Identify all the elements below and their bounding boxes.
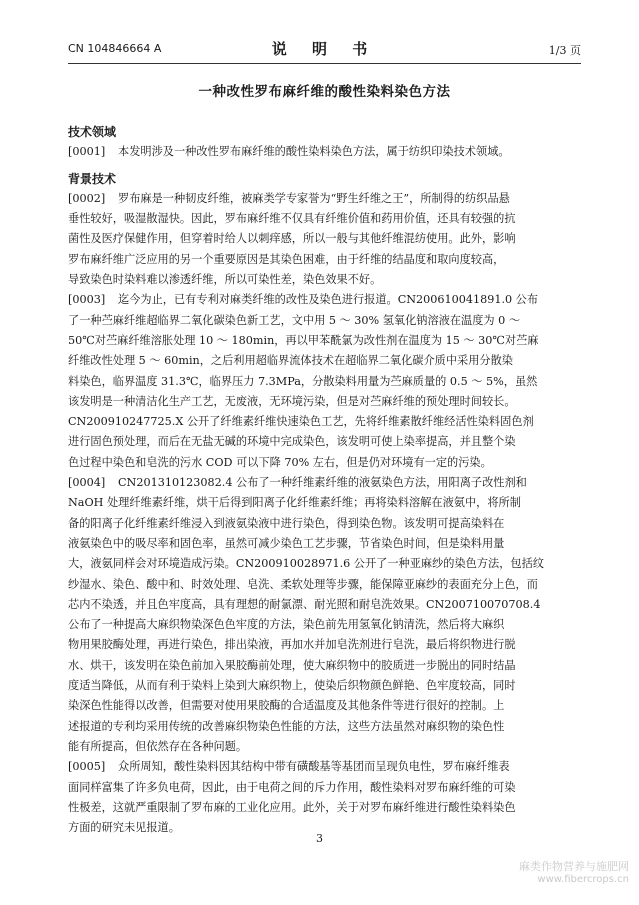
paragraph-text: 迄今为止，已有专利对麻类纤维的改性及染色进行报道。CN200610041891.0 公布 [118, 293, 539, 307]
header-rule [68, 63, 581, 64]
paragraph-text: 该发明是一种清洁化生产工艺，无废液，无环境污染，但是对苎麻纤维的预处理时间较长。 [68, 394, 516, 408]
patent-number: CN 104846664 A [68, 42, 162, 55]
paragraph-number: [0004] [68, 476, 106, 490]
paragraph-number: [0002] [68, 191, 106, 205]
paragraph-line [68, 331, 580, 351]
paragraph-first-line [68, 290, 580, 310]
paragraph-text: 50℃对苎麻纤维溶胀处理 10 ～ 180min，再以甲苯酰氯为改性剂在温度为 15 ～ 30℃对苎麻 [68, 333, 539, 347]
paragraph-text: 罗布麻纤维广泛应用的另一个重要原因是其染色困难，由于纤维的结晶度和取向度较高， [68, 252, 505, 266]
paragraph-text: 面同样富集了许多负电荷，因此，由于电荷之间的斥力作用，酸性染料对罗布麻纤维的可染 [68, 780, 516, 794]
paragraph-line [68, 554, 580, 574]
paragraph-line [68, 270, 580, 290]
paragraph-text: 大，液氨同样会对环境造成污染。CN200910028971.6 公开了一种亚麻纱的染色方法，包括纹 [68, 557, 544, 571]
paragraph-text: 纤维改性处理 5 ～ 60min，之后利用超临界流体技术在超临界二氧化碳介质中采用分散染 [68, 354, 513, 368]
paragraph-text: 芯内不染透，并且色牢度高，具有理想的耐氯漂、耐光照和耐皂洗效果。CN200710070708.4 [68, 597, 541, 611]
paragraph-line [68, 209, 580, 229]
paragraph-line [68, 615, 580, 635]
paragraph-text: 性极差，这就严重限制了罗布麻的工业化应用。此外，关于对罗布麻纤维进行酸性染料染色 [68, 800, 516, 814]
paragraph-line [68, 534, 580, 554]
paragraph-line [68, 575, 580, 595]
paragraph-line [68, 453, 580, 473]
paragraph-line [68, 351, 580, 371]
paragraph-line [68, 412, 580, 432]
paragraph-text: 色过程中染色和皂洗的污水 COD 可以下降 70% 左右，但是仍对环境有一定的污染。 [68, 455, 492, 469]
paragraph-text: 度适当降低，从而有利于染料上染到大麻织物上，使染后织物颜色鲜艳、色牢度较高，同时 [68, 679, 516, 693]
paragraph-text: NaOH 处理纤维素纤维，烘干后得到阳离子化纤维素纤维；再将染料溶解在液氨中，将所制 [68, 496, 521, 510]
paragraph-first-line [68, 757, 580, 777]
paragraph-first-line [68, 142, 580, 162]
paragraph-line [68, 493, 580, 513]
paragraph-text: 垂性较好，吸湿散湿快。因此，罗布麻纤维不仅具有纤维价值和药用价值，还具有较强的抗 [68, 212, 516, 226]
paragraph-text: 水、烘干，该发明在染色前加入果胶酶前处理，使大麻织物中的胶质进一步脱出的同时结晶 [68, 658, 516, 672]
paragraph-text: 了一种苎麻纤维超临界二氧化碳染色新工艺，文中用 5 ～ 30% 氢氧化钠溶液在温度为 0 ～ [68, 313, 521, 327]
paragraph-line [68, 514, 580, 534]
paragraph-line [68, 717, 580, 737]
paragraph-line [68, 696, 580, 716]
paragraph-line [68, 595, 580, 615]
paragraph-line [68, 778, 580, 798]
document-title: 一种改性罗布麻纤维的酸性染料染色方法 [198, 84, 451, 100]
paragraph-line [68, 676, 580, 696]
paragraph-text: 备的阳离子化纤维素纤维浸入到液氨染液中进行染色，得到染色物。该发明可提高染料在 [68, 516, 505, 530]
paragraph-text: 方面的研究未见报道。 [68, 821, 180, 835]
paragraph-first-line [68, 189, 580, 209]
watermark [519, 858, 629, 885]
watermark-url: www.fibercrops.cn [537, 874, 629, 885]
paragraph-text: CN200910247725.X 公开了纤维素纤维快速染色工艺，先将纤维素散纤维经活性染料固色剂 [68, 415, 534, 429]
paragraph-text: CN201310123082.4 公布了一种纤维素纤维的液氨染色方法，用阳离子改性剂和 [118, 476, 527, 490]
paragraph-text: 进行固色预处理，而后在无盐无碱的环境中完成染色，该发明可使上染率提高，并且整个染 [68, 435, 516, 449]
paragraph-text: 本发明涉及一种改性罗布麻纤维的酸性染料染色方法，属于纺织印染技术领域。 [118, 145, 510, 159]
page-header [68, 38, 581, 58]
watermark-text: 麻类作物营养与施肥网 [519, 860, 629, 873]
document-body [68, 122, 580, 838]
paragraph-line [68, 656, 580, 676]
paragraph-line [68, 229, 580, 249]
paragraph-first-line [68, 473, 580, 493]
paragraph-line [68, 392, 580, 412]
paragraph-line [68, 798, 580, 818]
page-info: 1/3 页 [548, 44, 581, 57]
page-number: 3 [316, 832, 323, 845]
paragraph-text: 公布了一种提高大麻织物染深色色牢度的方法，染色前先用氢氧化钠清洗，然后将大麻织 [68, 618, 505, 632]
paragraph-text: 菌性及医疗保健作用，但穿着时给人以刺痒感，所以一般与其他纤维混纺使用。此外，影响 [68, 232, 516, 246]
paragraph-text: 纱湿水、染色、酸中和、时效处理、皂洗、柔软处理等步骤，能保障亚麻纱的表面充分上色，而 [68, 577, 538, 591]
paragraph-line [68, 737, 580, 757]
paragraph-text: 罗布麻是一种韧皮纤维，被麻类学专家誉为“野生纤维之王”，所制得的纺织品悬 [118, 191, 510, 205]
paragraph-text: 物用果胶酶处理，再进行染色，排出染液，再加水并加皂洗剂进行皂洗，最后将织物进行脱 [68, 638, 516, 652]
paragraph-number: [0003] [68, 293, 106, 307]
paragraph-text: 众所周知，酸性染料因其结构中带有磺酸基等基团而呈现负电性，罗布麻纤维表 [118, 760, 510, 774]
paragraph-text: 能有所提高，但依然存在各种问题。 [68, 739, 248, 753]
paragraph-line [68, 372, 580, 392]
paragraph-number: [0005] [68, 760, 106, 774]
paragraph-number: [0001] [68, 145, 106, 159]
document-type: 说 明 书 [271, 40, 378, 58]
paragraph-text: 述报道的专利均采用传统的改善麻织物染色性能的方法，这些方法虽然对麻织物的染色性 [68, 719, 505, 733]
section-heading: 背景技术 [68, 171, 117, 186]
section-heading: 技术领域 [68, 125, 117, 139]
paragraph-line [68, 635, 580, 655]
paragraph-line [68, 250, 580, 270]
paragraph-line [68, 432, 580, 452]
paragraph-text: 液氨染色中的吸尽率和固色率，虽然可减少染色工艺步骤，节省染色时间，但是染料用量 [68, 536, 505, 550]
paragraph-text: 染深色性能得以改善，但需要对使用果胶酶的合适温度及其他条件等进行很好的控制。上 [68, 699, 505, 713]
paragraph-line [68, 311, 580, 331]
paragraph-text: 导致染色时染料难以渗透纤维，所以可染性差，染色效果不好。 [68, 273, 382, 287]
paragraph-text: 料染色，临界温度 31.3℃，临界压力 7.3MPa，分散染料用量为苎麻质量的 0.5 ～ 5%，虽然 [68, 374, 538, 388]
